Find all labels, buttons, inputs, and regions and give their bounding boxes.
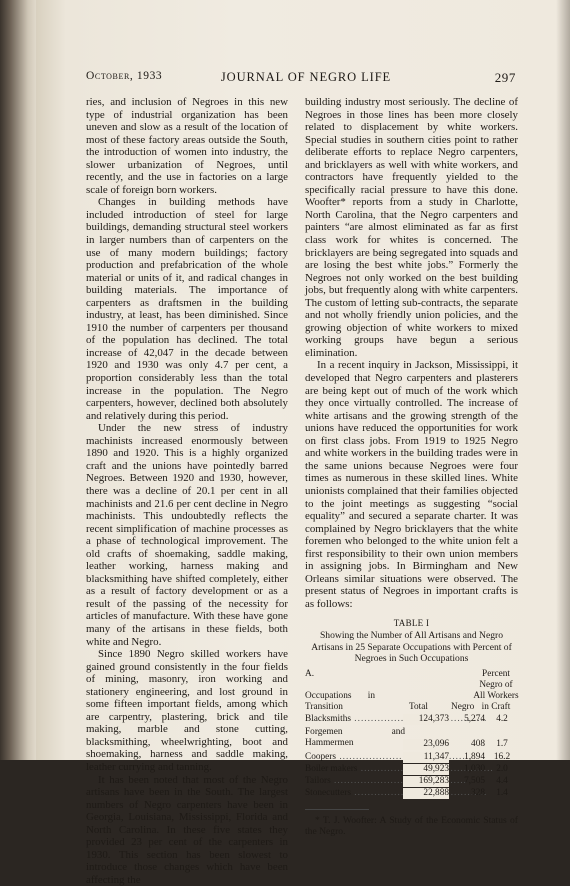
paragraph: In a recent inquiry in Jackson, Mississippi, it developed that Negro carpenters and plasterers are being kept out of much of the work which they once virtually controlled. The increase of white artisans and the growing strength of the unions have reduced the opportunities for work on first class jobs. From 1919 to 1925 Negro and white workers in the building trades were in the same unions because Negroes were four times as numerous in these skilled lines. White unionists complained that their families objected to the joint meetings as suggesting “social equality” and secured a separate charter. It was complained by Negro bricklayers that the white foremen who belonged to the white union felt a first responsibility to their own union members in assigning jobs. In Birmingham and New Orleans similar situations were observed. The present status of Negroes in important crafts is as follows: bbox=[305, 359, 518, 610]
running-header bbox=[86, 70, 516, 88]
table-row-percent: 4.4 bbox=[496, 775, 508, 786]
page-number: 297 bbox=[494, 70, 516, 85]
book-binding-edge bbox=[0, 0, 40, 760]
paragraph: ries, and inclusion of Negroes in this new type of industrial organization has been uneven and slow as a result of the location of most of these factory areas outside the South, the introduction of women into industry, the slower urbanization of Negroes, until recently, and the use in factories on a large scale of foreign born workers. bbox=[86, 96, 288, 196]
table-row-total: 22,888 bbox=[403, 788, 449, 799]
table-row-total: 124,373 bbox=[403, 714, 449, 725]
header-date: October, 1933 bbox=[86, 70, 163, 82]
table-row-negro: 7,505 bbox=[464, 775, 485, 786]
table-row-negro: 5,274 bbox=[464, 713, 485, 724]
table-row-total: 11,347 bbox=[403, 752, 449, 763]
table-row-percent: 1.4 bbox=[496, 787, 508, 798]
column-header-occupation: Occupations in Transition bbox=[305, 690, 375, 712]
column-header-negro: Negro bbox=[451, 701, 475, 712]
table-row-negro: 1,030 bbox=[464, 763, 485, 774]
table-row-occupation: Blacksmiths ..... bbox=[305, 714, 425, 725]
table-row-total: 49,923 bbox=[403, 764, 449, 775]
table-row-occupation: Coopers ..... bbox=[305, 752, 425, 763]
table-row-percent: 2.0 bbox=[496, 763, 508, 774]
table-caption: Showing the Number of All Artisans and Negro Artisans in 25 Separate Occupations with Percent of Negroes in Such Occupations bbox=[311, 630, 512, 665]
table-row-percent: 1.7 bbox=[496, 738, 508, 749]
paragraph: Under the new stress of industry machinists increased enormously between 1890 and 1920. This is a highly organized craft and the unions have pointedly barred Negroes. Between 1920 and 1930, however, there was a decline of 20.1 per cent in all machinists and 21.6 per cent decline in Negro machinists. This undoubtedly reflects the recent simplification of machine processes as a phase of technological improvement. The old crafts of shoemaking, saddle making, leather working, harness making and blacksmithing have shifted completely, either as a result of factory development or as a result of the passing of the necessity for articles of manufacture. With these have gone many of the artisans in these fields, both white and Negro. bbox=[86, 422, 288, 648]
table-row-occupation: Stonecutters ..... bbox=[305, 788, 425, 799]
table-row-total: 23,096 bbox=[403, 739, 449, 750]
paragraph: It has been noted that most of the Negro artisans have been in the South. The largest numbers of Negro carpenters have been in Georgia, Louisiana, Mississippi, Florida and North Carolina. In these five states they provided 23 per cent of the carpenters in 1930. This section has been slowest to introduce those changes which have been affecting the bbox=[86, 773, 288, 886]
left-column bbox=[86, 96, 288, 886]
paragraph: building industry most seriously. The decline of Negroes in those lines has been more closely related to displacement by white workers. Special studies in southern cities point to rather deliberate efforts to replace Negro carpenters, and bricklayers as well with white workers, and contractors have frequently yielded to the specifically racial pressure to have this done. Woofter* reports from a study in Charlotte, North Carolina, that the Negro carpenters and painters “are almost eliminated as far as first class work for whites is concerned. The bricklayers are being segregated into squads and are losing the best white jobs.” Formerly the Negroes not only worked on the best building jobs, but frequently along with white carpenters. The custom of letting sub-contracts, the separate and not wholly friendly union policies, and the growing objection of white workers to mixed working groups have begun a serious elimination. bbox=[305, 96, 518, 359]
table-row-occupation: Tailors ..... bbox=[305, 776, 425, 787]
table-row-percent: 16.2 bbox=[493, 751, 511, 762]
paragraph: Since 1890 Negro skilled workers have gained ground consistently in the four fields of mining, masonry, iron working and stationery engineering, and lost ground in some fifteen important fields, among which are carpentry, plastering, brick and tile making, marble and stone cutting, blacksmithing, wheelwrighting, boot and shoemaking, harness and saddle making, leather currying and tanning. bbox=[86, 648, 288, 773]
table-row-percent: 4.2 bbox=[496, 713, 508, 724]
table-row-occupation: Forgemen and Hammermen bbox=[305, 726, 405, 748]
table-row-total: 169,283 bbox=[403, 776, 449, 787]
table-row-negro: 408 bbox=[471, 738, 485, 749]
table-row-negro: 1,894 bbox=[464, 751, 485, 762]
column-header-total: Total bbox=[409, 701, 428, 712]
column-header-percent: Percent Negro of All Workers in Craft bbox=[473, 668, 519, 712]
table-section-letter: A. bbox=[305, 668, 315, 679]
table-row-occupation: Boiler makers ..... bbox=[305, 764, 425, 775]
right-column bbox=[305, 96, 519, 837]
table-row-negro: 328 bbox=[471, 787, 485, 798]
footnote-rule bbox=[305, 809, 369, 810]
artisans-table bbox=[305, 668, 519, 837]
page-shadow bbox=[556, 0, 570, 760]
table-title: TABLE I bbox=[393, 618, 430, 629]
paragraph: Changes in building methods have included introduction of steel for large buildings, demanding structural steel workers in larger numbers than of carpenters on the use of many modern buildings; factory production and prefabrication of the whole material or units of it, and radical changes in building materials. The importance of carpenters as draftsmen in the building industry, at least, has been diminished. Since 1910 the number of carpenters per thousand of the population has declined. The total increase of 42,047 in the decade between 1920 and 1930 was only 4.7 per cent, a proportion considerably less than the total increase in the population. The Negro carpenters, however, declined both absolutely and relatively during this period. bbox=[86, 196, 288, 422]
footnote: * T. J. Woofter: A Study of the Economic Status of the Negro. bbox=[305, 814, 518, 837]
journal-title: JOURNAL OF NEGRO LIFE bbox=[220, 70, 392, 84]
